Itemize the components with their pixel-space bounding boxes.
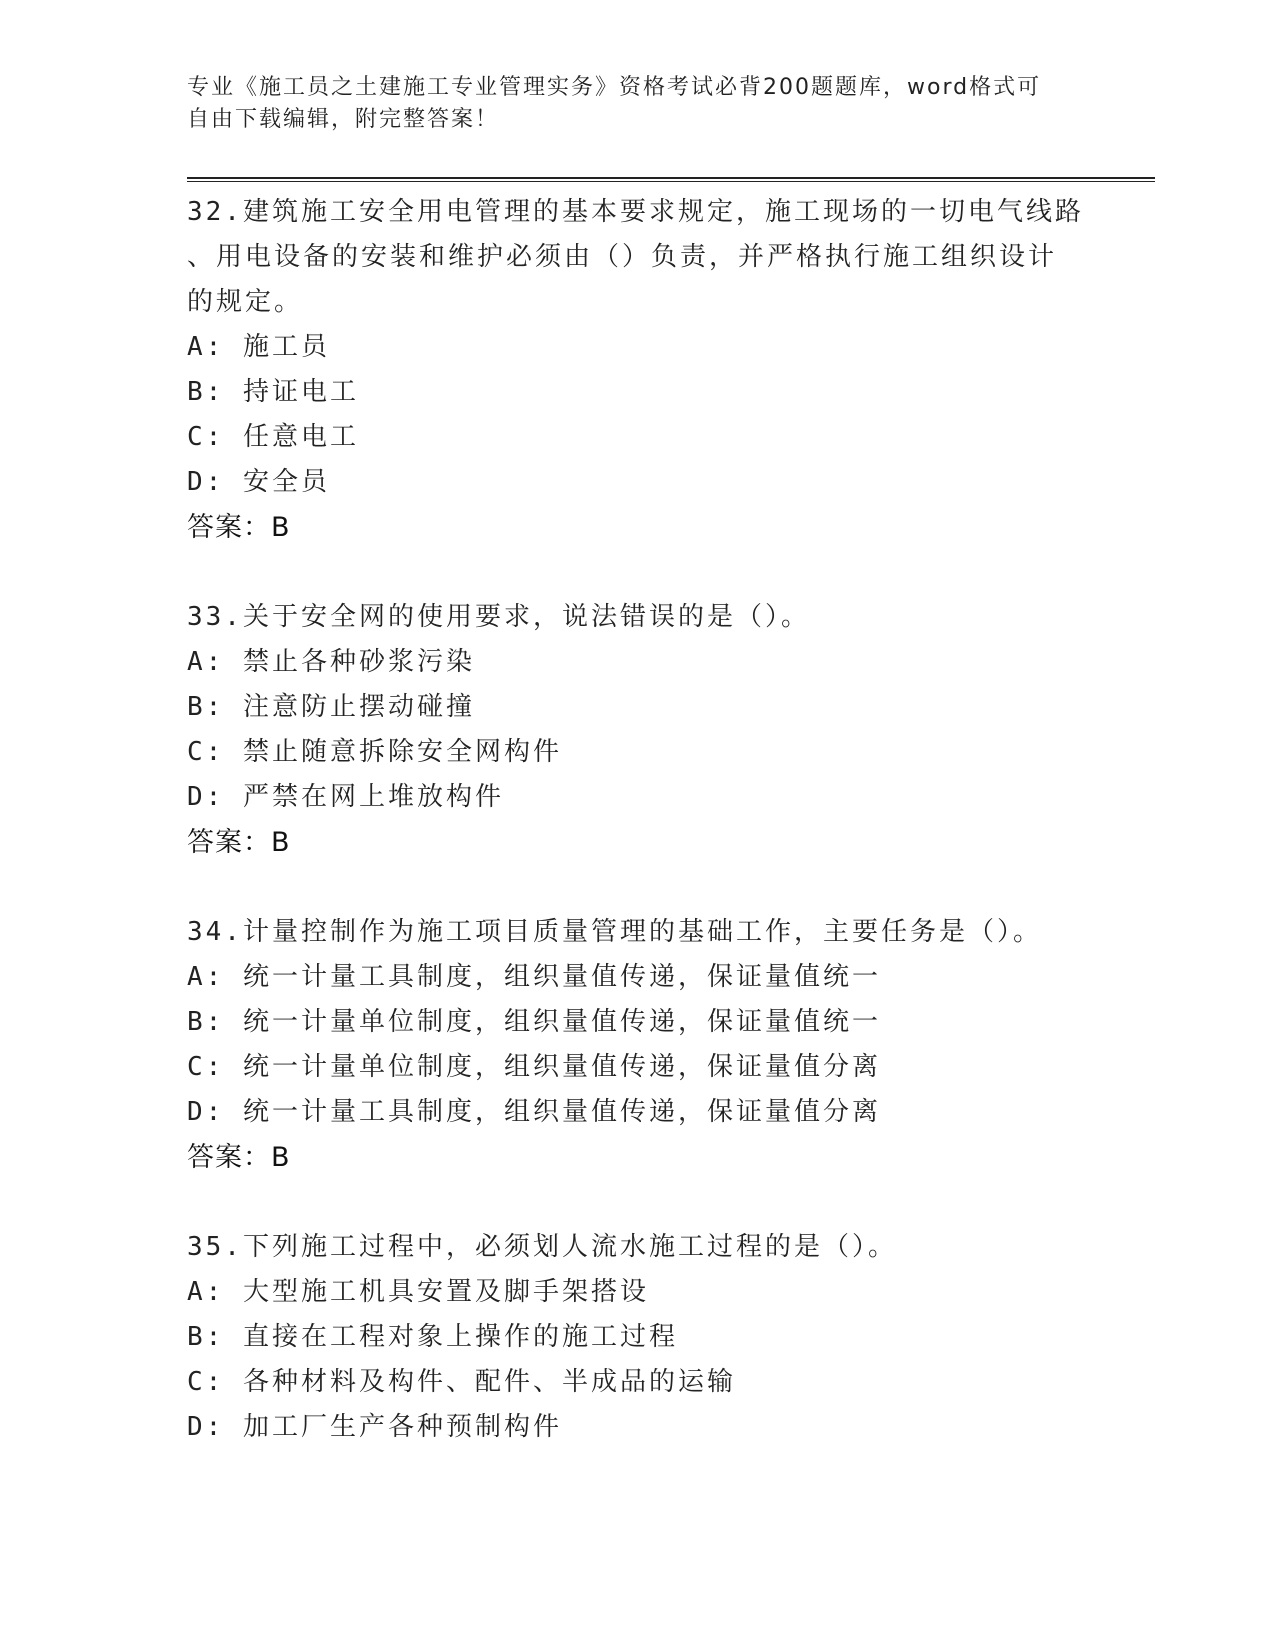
- option-d: D: 安全员: [187, 467, 330, 497]
- option-b: B: 统一计量单位制度，组织量值传递，保证量值统一: [187, 1007, 881, 1037]
- option-b: B: 持证电工: [187, 377, 359, 407]
- answer: 答案：B: [187, 1142, 291, 1173]
- header-divider-bottom: [187, 181, 1155, 182]
- question-stem: [187, 190, 1087, 325]
- option-d: D: 严禁在网上堆放构件: [187, 782, 504, 812]
- question-stem-line: 、用电设备的安装和维护必须由（）负责，并严格执行施工组织设计: [187, 242, 1058, 272]
- question-stem-line: 33.关于安全网的使用要求，说法错误的是（）。: [187, 602, 810, 632]
- question-list: [187, 190, 1087, 1495]
- question-stem-line: 32.建筑施工安全用电管理的基本要求规定，施工现场的一切电气线路: [187, 197, 1084, 227]
- document-header: [187, 72, 1067, 136]
- option-a: A: 大型施工机具安置及脚手架搭设: [187, 1277, 649, 1307]
- option-b: B: 注意防止摆动碰撞: [187, 692, 475, 722]
- question-stem: [187, 910, 1087, 955]
- option-c: C: 各种材料及构件、配件、半成品的运输: [187, 1367, 736, 1397]
- option-d: D: 加工厂生产各种预制构件: [187, 1412, 562, 1442]
- answer: 答案：B: [187, 512, 291, 543]
- question-34: [187, 910, 1087, 1180]
- option-d: D: 统一计量工具制度，组织量值传递，保证量值分离: [187, 1097, 881, 1127]
- question-33: [187, 595, 1087, 865]
- option-c: C: 禁止随意拆除安全网构件: [187, 737, 562, 767]
- option-c: C: 任意电工: [187, 422, 359, 452]
- option-a: A: 施工员: [187, 332, 330, 362]
- header-line-1: 专业《施工员之土建施工专业管理实务》资格考试必背200题题库，word格式可: [187, 75, 1042, 100]
- header-line-2: 自由下载编辑，附完整答案！: [187, 107, 500, 132]
- question-stem: [187, 595, 1087, 640]
- question-stem: [187, 1225, 1087, 1270]
- option-b: B: 直接在工程对象上操作的施工过程: [187, 1322, 678, 1352]
- option-a: A: 禁止各种砂浆污染: [187, 647, 475, 677]
- question-35: [187, 1225, 1087, 1450]
- question-32: [187, 190, 1087, 550]
- question-stem-line: 的规定。: [187, 287, 304, 317]
- option-a: A: 统一计量工具制度，组织量值传递，保证量值统一: [187, 962, 881, 992]
- option-c: C: 统一计量单位制度，组织量值传递，保证量值分离: [187, 1052, 881, 1082]
- question-stem-line: 34.计量控制作为施工项目质量管理的基础工作，主要任务是（）。: [187, 917, 1042, 947]
- question-stem-line: 35.下列施工过程中，必须划人流水施工过程的是（）。: [187, 1232, 897, 1262]
- header-divider-top: [187, 177, 1155, 179]
- answer: 答案：B: [187, 827, 291, 858]
